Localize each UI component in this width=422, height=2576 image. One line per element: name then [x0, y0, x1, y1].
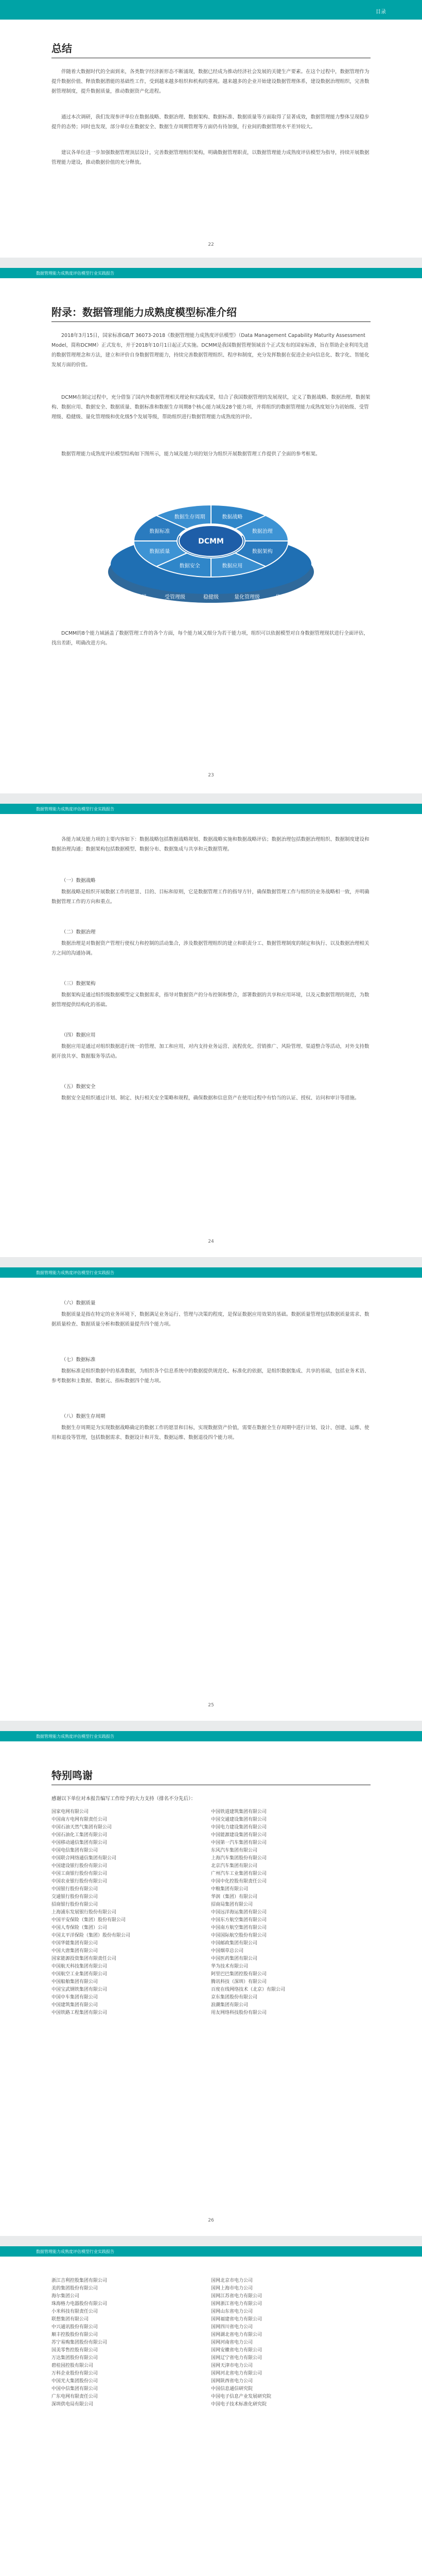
organization-name: 万科企业股份有限公司: [51, 2371, 98, 2376]
level-label: 受管理级: [165, 595, 185, 600]
page-header-band: [0, 1731, 422, 1741]
section-text: 数据应用是通过对组织数据进行统一的管理、加工和应用，对内支持业务运营、流程优化、营销推广、风险管理、渠道整合等活动，对外支持数据开放共享、数据服务等活动。: [51, 1044, 370, 1059]
organization-name: 中国信息通信研究院: [211, 2386, 253, 2392]
organization-name: 中国电信集团有限公司: [51, 1848, 98, 1853]
organization-name: 联想集团有限公司: [51, 2317, 89, 2322]
organization-name: 中国移动通信集团有限公司: [51, 1840, 108, 1845]
section-text: 数据生存周期是为实现数据战略确定的数据工作的愿景和目标，实现数据资产价值，需要在数据全生存周期中进行计划、设计、创建、运维、使用和退役等管理，包括数据需求、数据设计和开发、数据运维、数据退役四个能力项。: [51, 1425, 370, 1440]
page-title: 总结: [51, 42, 72, 55]
organization-name: 国网福建省电力有限公司: [211, 2317, 262, 2322]
organization-name: 深圳供电局有限公司: [51, 2402, 94, 2407]
organization-name: 中国远洋海运集团有限公司: [211, 1910, 267, 1915]
header-text: 数据管理能力成熟度评估模型行业实践报告: [36, 1734, 114, 1739]
paragraph: 伴随着大数据时代的全面到来，各类数字经济新形态不断涌现，数据已经成为推动经济社会发展的关键生产要素。在这个过程中，数据管理作为提升数据价值、释放数据潜能的基础性工作，受到越来越多组织和机构的重视。越来越多的企业开始建设数据管理体系，建设数据治理组织，完善数据管理制度，提升数据质量，推动数据资产化进程。: [51, 69, 370, 94]
organization-name: 广州汽车工业集团有限公司: [211, 1871, 267, 1876]
organization-name: 华润（集团）有限公司: [211, 1894, 258, 1900]
organization-name: 万达集团股份有限公司: [51, 2355, 98, 2361]
level-label: 稳健级: [203, 595, 219, 600]
page-header-band: [0, 0, 422, 20]
organization-name: 中国电子信息产业发展研究院: [211, 2394, 272, 2399]
section-text: 数据安全是组织通过计划、制定、执行相关安全策略和规程，确保数据和信息资产在使用过程中有恰当的认证、授权、访问和审计等措施。: [61, 1095, 360, 1101]
domain-label: 数据生存周期: [174, 514, 205, 520]
organization-name: 中国邮政集团有限公司: [211, 1941, 258, 1946]
acknowledgement-list: [51, 1808, 371, 2017]
organization-name: 碧桂园控股有限公司: [51, 2363, 94, 2368]
level-label: 量化管理级: [234, 595, 260, 600]
organization-name: 国网河北省电力有限公司: [211, 2371, 262, 2376]
organization-name: 国网上海市电力公司: [211, 2286, 253, 2291]
dcmm-model-diagram: [103, 479, 319, 613]
organization-name: 中国石油化工集团有限公司: [51, 1833, 108, 1838]
section-text: 数据标准是组织数据中的基准数据，为组织各个信息系统中的数据提供规范化、标准化的依据，是组织数据集成、共享的基础，包括业务术语、参考数据和主数据、数据元、指标数据四个能力项。: [51, 1368, 370, 1384]
organization-name: 中国铁路工程集团有限公司: [51, 2010, 108, 2015]
organization-name: 国网江苏省电力有限公司: [211, 2294, 262, 2299]
page-header-band: [0, 1267, 422, 1278]
organization-name: 苏宁易购集团股份有限公司: [51, 2340, 108, 2345]
organization-name: 小米科技有限责任公司: [51, 2309, 98, 2314]
organization-name: 珠海格力电器股份有限公司: [51, 2301, 108, 2307]
organization-name: 顺丰控股股份有限公司: [51, 2332, 98, 2337]
organization-name: 交通银行股份有限公司: [51, 1894, 98, 1900]
organization-name: 上海浦东发展银行股份有限公司: [51, 1910, 117, 1915]
organization-name: 国家能源投资集团有限责任公司: [51, 1956, 117, 1961]
page-number: 24: [208, 1239, 214, 1244]
organization-name: 中国大唐集团有限公司: [51, 1948, 98, 1954]
page-title: 特别鸣谢: [51, 1769, 93, 1782]
organization-name: 国网陕西省电力公司: [211, 2379, 253, 2384]
level-label: 优化级: [275, 595, 291, 600]
organization-name: 中国电子技术标准化研究院: [211, 2402, 267, 2407]
page-appendix: [0, 268, 422, 793]
organization-name: 中国联合网络通信集团有限公司: [51, 1856, 117, 1861]
organization-name: 国网山东省电力公司: [211, 2309, 253, 2314]
header-text: 数据管理能力成熟度评估模型行业实践报告: [36, 2249, 114, 2254]
section-heading: （七）数据标准: [61, 1357, 96, 1363]
section-heading: （六）数据质量: [61, 1300, 96, 1306]
organization-name: 中国铁道建筑集团有限公司: [211, 1809, 267, 1815]
page-summary: [0, 0, 422, 258]
organization-name: 广东电网有限责任公司: [51, 2394, 98, 2399]
organization-name: 华为技术有限公司: [211, 1964, 249, 1969]
organization-name: 中国国际航空股份有限公司: [211, 1933, 267, 1938]
organization-name: 用友网络科技股份有限公司: [211, 2010, 267, 2015]
domain-label: 数据应用: [222, 563, 243, 569]
organization-name: 中国中车集团有限公司: [51, 1995, 98, 2000]
organization-name: 中国航天科技集团有限公司: [51, 1964, 108, 1969]
section-heading: （三）数据架构: [61, 981, 96, 987]
diagram-caption: DCMM的8个能力域涵盖了数据管理工作的各个方面，每个能力域又细分为若干能力项，组织可以依据模型对自身数据管理现状进行全面评估，找出差距，明确改进方向。: [51, 631, 368, 646]
section-heading: （一）数据战略: [61, 878, 96, 884]
paragraph: 2018年3月15日，国家标准GB/T 36073-2018《数据管理能力成熟度评估模型》（Data Management Capability Maturity Assessment Model，简称DCMM）正式发布，并于2018年10月1日起正式实施。DCMM是我国数据管理领域首个正式发布的国家标准，旨在帮助企业利用先进的数据管理理念和方法，建立和评价自身数据管理能力，持续完善数据管理组织、程序和制度，充分发挥数据在促进企业向信息化、数字化、智能化发展方面的价值。: [51, 333, 370, 368]
section-text: 数据质量是指在特定的业务环境下，数据满足业务运行、管理与决策的程度，是保证数据应用效果的基础。数据质量管理包括数据质量需求、数据质量检查、数据质量分析和数据质量提升四个能力项。: [51, 1312, 370, 1327]
organization-name: 阿里巴巴集团控股有限公司: [211, 1972, 267, 1977]
organization-name: 中国工商银行股份有限公司: [51, 1871, 108, 1876]
domain-label: 数据架构: [252, 549, 273, 555]
organization-name: 招商银行股份有限公司: [51, 1902, 98, 1907]
section-text: 数据治理是对数据资产管理行使权力和控制的活动集合，涉及数据管理组织的建立和职责分工、数据管理制度的制定和执行、以及数据治理相关方之间的沟通协调。: [51, 941, 370, 956]
page-header-band: [0, 804, 422, 814]
organization-name: 中国南方电网有限责任公司: [51, 1817, 108, 1822]
page-number: 23: [208, 773, 214, 778]
paragraph: 数据管理能力成熟度评估模型结构如下图所示，能力域及能力项的划分为组织开展数据管理工作提供了全面的参考框架。: [61, 451, 321, 457]
domain-label: 数据战略: [222, 514, 243, 520]
header-mark: 目录: [376, 9, 386, 15]
organization-name: 中国太平洋保险（集团）股份有限公司: [51, 1933, 131, 1938]
page-header-band: [0, 2246, 422, 2257]
organization-name: 国网湖北省电力有限公司: [211, 2332, 262, 2337]
page-domains-2: [0, 1267, 422, 1721]
organization-name: 上海汽车集团股份有限公司: [211, 1856, 267, 1861]
paragraph: 各能力域及能力项的主要内容如下：数据战略包括数据战略规划、数据战略实施和数据战略评估；数据治理包括数据治理组织、数据制度建设和数据治理沟通；数据架构包括数据模型、数据分布、数据集成与共享和元数据管理。: [51, 837, 370, 852]
organization-name: 国网河南省电力公司: [211, 2340, 253, 2345]
organization-name: 海尔集团公司: [51, 2294, 80, 2299]
paragraph: DCMM在制定过程中，充分借鉴了国内外数据管理相关理论和实践成果，结合了我国数据管理的发展现状，定义了数据战略、数据治理、数据架构、数据应用、数据安全、数据质量、数据标准和数据生存周期8个核心能力域及28个能力项，并将组织的数据管理能力成熟度划分为初始级、受管理级、稳健级、量化管理级和优化级5个发展等级，帮助组织进行数据管理能力成熟度的评价。: [51, 395, 371, 420]
organization-name: 中国电力建设集团有限公司: [211, 1825, 267, 1830]
organization-name: 国网北京市电力公司: [211, 2278, 253, 2283]
organization-name: 国网辽宁省电力有限公司: [211, 2355, 262, 2361]
organization-name: 中国东方航空集团有限公司: [211, 1918, 267, 1923]
organization-name: 中国船舶集团有限公司: [51, 1979, 98, 1985]
organization-name: 国网浙江省电力有限公司: [211, 2301, 262, 2307]
organization-name: 腾讯科技（深圳）有限公司: [211, 1979, 267, 1985]
organization-name: 东风汽车集团有限公司: [211, 1848, 258, 1853]
organization-name: 中国烟草总公司: [211, 1948, 244, 1954]
organization-name: 中国宝武钢铁集团有限公司: [51, 1987, 108, 1992]
header-text: 数据管理能力成熟度评估模型行业实践报告: [36, 807, 114, 811]
organization-name: 浪潮集团有限公司: [211, 2003, 249, 2008]
diagram-center-label: DCMM: [198, 537, 224, 546]
section-heading: （八）数据生存周期: [61, 1414, 106, 1419]
organization-name: 中粮集团有限公司: [211, 1887, 249, 1892]
organization-name: 国网天津市电力公司: [211, 2363, 253, 2368]
organization-name: 中国石油天然气集团有限公司: [51, 1825, 112, 1830]
organization-name: 中国中化控股有限责任公司: [211, 1879, 267, 1884]
header-text: 数据管理能力成熟度评估模型行业实践报告: [36, 271, 114, 276]
organization-name: 中国农业银行股份有限公司: [51, 1879, 108, 1884]
organization-name: 中国南方航空集团有限公司: [211, 1925, 267, 1930]
section-heading: （四）数据应用: [61, 1032, 96, 1038]
acknowledgement-list: [51, 2277, 371, 2409]
organization-name: 中国建筑集团有限公司: [51, 2003, 98, 2008]
organization-name: 招商局集团有限公司: [211, 1902, 253, 1907]
paragraph: 通过本次调研，我们发现参评单位在数据战略、数据治理、数据架构、数据标准、数据质量等方面取得了显著成效，数据管理能力整体呈现稳步提升的态势；同时也发现，部分单位在数据安全、数据生存周期管理等方面仍有待加强，行业间的数据管理水平差异较大。: [51, 114, 370, 130]
organization-name: 美的集团股份有限公司: [51, 2286, 98, 2291]
level-label: 初始级: [131, 595, 147, 600]
paragraph: 建议各单位进一步加强数据管理顶层设计，完善数据管理组织架构，明确数据管理职责，以数据管理能力成熟度评估模型为指导，持续开展数据管理能力建设，推动数据价值的充分释放。: [51, 150, 370, 165]
header-text: 数据管理能力成熟度评估模型行业实践报告: [36, 1270, 114, 1275]
section-text: 数据战略是组织开展数据工作的愿景、目的、目标和原则，它是数据管理工作的指导方针，确保数据管理工作与组织的业务战略相一致，并明确数据管理工作的方向和重点。: [51, 889, 370, 905]
organization-name: 中兴通讯股份有限公司: [51, 2325, 98, 2330]
domain-label: 数据安全: [179, 563, 200, 569]
organization-name: 国家电网有限公司: [51, 1809, 89, 1815]
section-heading: （五）数据安全: [61, 1084, 96, 1090]
organization-name: 中国建设银行股份有限公司: [51, 1863, 108, 1869]
organization-name: 国网四川省电力公司: [211, 2325, 253, 2330]
organization-name: 中国航空工业集团有限公司: [51, 1972, 108, 1977]
organization-name: 国网安徽省电力有限公司: [211, 2348, 262, 2353]
organization-name: 京东集团股份有限公司: [211, 1995, 258, 2000]
domain-label: 数据标准: [149, 529, 170, 535]
organization-name: 中国光大集团股份公司: [51, 2379, 98, 2384]
page-number: 26: [208, 2218, 214, 2223]
organization-name: 中国交通建设集团有限公司: [211, 1817, 267, 1822]
domain-label: 数据质量: [149, 549, 170, 555]
acknowledgement-intro: 感谢以下单位对本报告编写工作给予的大力支持（排名不分先后）：: [51, 1796, 196, 1802]
page-domains-1: [0, 804, 422, 1257]
page-header-band: [0, 268, 422, 278]
organization-name: 浙江吉利控股集团有限公司: [51, 2278, 108, 2283]
organization-name: 中国中信集团有限公司: [51, 2386, 98, 2392]
page-title: 附录：数据管理能力成熟度模型标准介绍: [51, 306, 237, 318]
section-text: 数据架构是通过组织级数据模型定义数据需求，指导对数据资产的分布控制和整合，部署数据的共享和应用环境，以及元数据管理的规范，为数据管理提供结构化的基础。: [51, 992, 370, 1008]
page-number: 25: [208, 1703, 214, 1708]
domain-label: 数据治理: [252, 529, 273, 535]
page-number: 22: [208, 242, 214, 247]
section-heading: （二）数据治理: [61, 929, 96, 935]
organization-name: 中国人寿保险（集团）公司: [51, 1925, 108, 1930]
organization-name: 中国银行股份有限公司: [51, 1887, 98, 1892]
organization-name: 百度在线网络技术（北京）有限公司: [211, 1987, 286, 1992]
page-acknowledgements-cont: [0, 2246, 422, 2576]
title-rule: [51, 321, 371, 322]
organization-name: 中国医药集团有限公司: [211, 1956, 258, 1961]
organization-name: 国美零售控股有限公司: [51, 2348, 98, 2353]
organization-name: 中国华能集团有限公司: [51, 1941, 98, 1946]
organization-name: 中国第一汽车集团有限公司: [211, 1840, 267, 1845]
organization-name: 中国能源建设集团有限公司: [211, 1833, 267, 1838]
organization-name: 中国平安保险（集团）股份有限公司: [51, 1918, 126, 1923]
organization-name: 北京汽车集团有限公司: [211, 1863, 258, 1869]
page-acknowledgements: [0, 1731, 422, 2236]
